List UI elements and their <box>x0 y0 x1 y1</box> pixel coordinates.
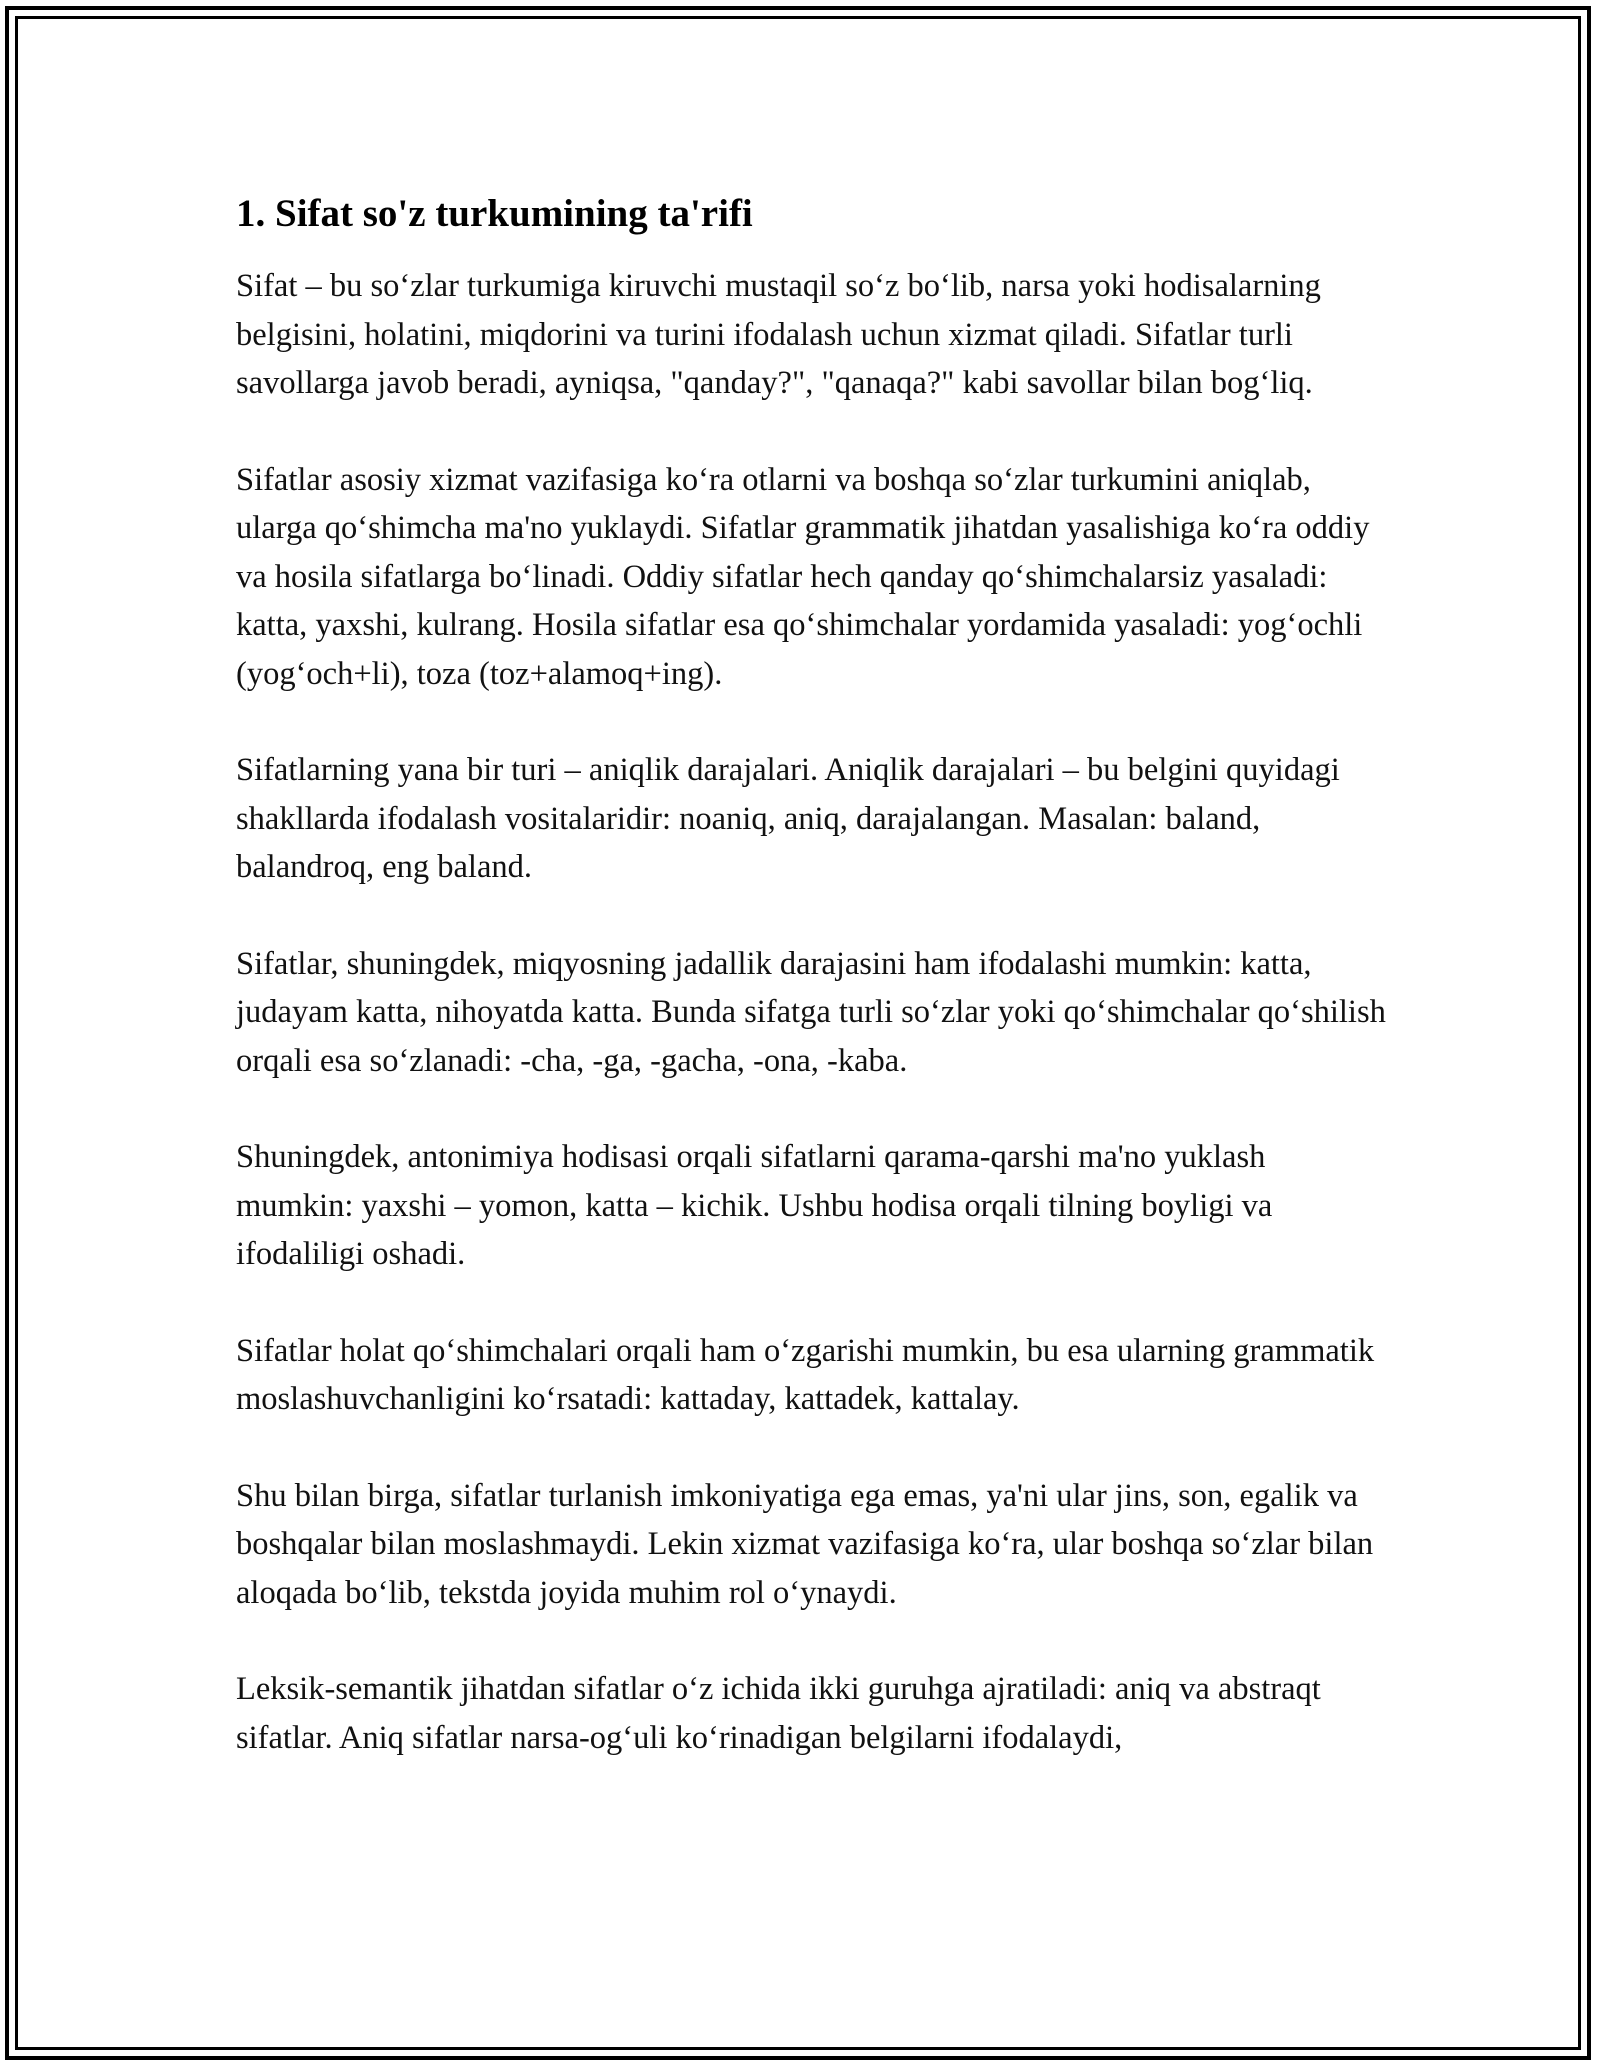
paragraph-state-suffixes: Sifatlar holat qo‘shimchalari orqali ham o‘zgarishi mumkin, bu esa ularning grammatik moslashuvchanligini ko‘rsatadi: kattaday, kattadek, kattalay. <box>236 1332 1375 1417</box>
paragraph-definition: Sifat – bu so‘zlar turkumiga kiruvchi mustaqil so‘z bo‘lib, narsa yoki hodisalarning belgisini, holatini, miqdorini va turini ifodalash uchun xizmat qiladi. Sifatlar turli savollarga javob beradi, ayniqsa, "qanday?", "qanaqa?" kabi savollar bilan bog‘liq. <box>236 268 1321 401</box>
paragraph-degrees: Sifatlarning yana bir turi – aniqlik darajalari. Aniqlik darajalari – bu belgini quyidagi shakllarda ifodalash vositalaridir: noaniq, aniq, darajalangan. Masalan: baland, balandroq, eng baland. <box>236 752 1340 885</box>
document-body <box>236 186 1386 1810</box>
paragraph-function-and-formation: Sifatlar asosiy xizmat vazifasiga ko‘ra otlarni va boshqa so‘zlar turkumini aniqlab, ularga qo‘shimcha ma'no yuklaydi. Sifatlar grammatik jihatdan yasalishiga ko‘ra oddiy va hosila sifatlarga bo‘linadi. Oddiy sifatlar hech qanday qo‘shimchalarsiz yasaladi: katta, yaxshi, kulrang. Hosila sifatlar esa qo‘shimchalar yordamida yasaladi: yog‘ochli (yog‘och+li), toza (toz+alamoq+ing). <box>236 461 1370 692</box>
section-heading: 1. Sifat so'z turkumining ta'rifi <box>236 192 753 235</box>
paragraph-lexical-semantic: Leksik-semantik jihatdan sifatlar o‘z ichida ikki guruhga ajratiladi: aniq va abstraqt sifatlar. Aniq sifatlar narsa-og‘uli ko‘rinadigan belgilarni ifodalaydi, <box>236 1671 1321 1756</box>
paragraph-intensity: Sifatlar, shuningdek, miqyosning jadallik darajasini ham ifodalashi mumkin: katta, judayam katta, nihoyatda katta. Bunda sifatga turli so‘zlar yoki qo‘shimchalar qo‘shilish orqali esa so‘zlanadi: -cha, -ga, -gacha, -ona, -kaba. <box>236 945 1386 1079</box>
paragraph-declension: Shu bilan birga, sifatlar turlanish imkoniyatiga ega emas, ya'ni ular jins, son, egalik va boshqalar bilan moslashmaydi. Lekin xizmat vazifasiga ko‘ra, ular boshqa so‘zlar bilan aloqada bo‘lib, tekstda joyida muhim rol o‘ynaydi. <box>236 1477 1374 1611</box>
paragraph-antonymy: Shuningdek, antonimiya hodisasi orqali sifatlarni qarama-qarshi ma'no yuklash mumkin: yaxshi – yomon, katta – kichik. Ushbu hodisa orqali tilning boyligi va ifodaliligi oshadi. <box>236 1139 1273 1272</box>
